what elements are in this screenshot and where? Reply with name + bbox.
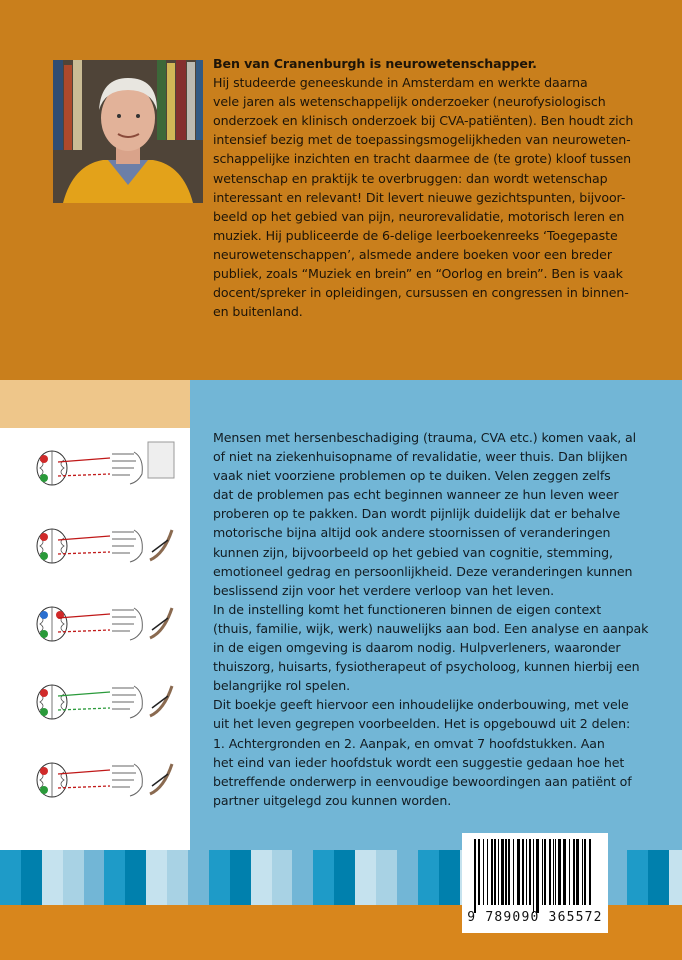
stripe bbox=[84, 850, 105, 905]
text-line: onderzoek en klinisch onderzoek bij CVA-patiënten). Ben houdt zich bbox=[213, 113, 634, 129]
brain-diagram bbox=[37, 763, 172, 797]
brain-diagram bbox=[37, 529, 172, 563]
stripe bbox=[42, 850, 63, 905]
stripe bbox=[627, 850, 648, 905]
stripe bbox=[606, 850, 627, 905]
text-line: publiek, zoals “Muziek en brein” en “Oorlog en brein”. Ben is vaak bbox=[213, 266, 623, 282]
stripe bbox=[376, 850, 397, 905]
stripe bbox=[63, 850, 84, 905]
barcode-bars bbox=[474, 839, 596, 913]
brain-diagram bbox=[37, 685, 172, 719]
brain-diagram bbox=[37, 442, 174, 485]
stripe bbox=[104, 850, 125, 905]
text-line: proberen op te pakken. Dan wordt pijnlijk duidelijk dat er behalve bbox=[213, 506, 621, 522]
stripe bbox=[313, 850, 334, 905]
book-description bbox=[213, 428, 678, 810]
author-photo bbox=[53, 60, 203, 203]
text-line: belangrijke rol spelen. bbox=[213, 678, 351, 694]
text-line: muziek. Hij publiceerde de 6-delige leerboekenreeks ‘Toegepaste bbox=[213, 227, 618, 243]
stripe bbox=[669, 850, 682, 905]
text-line: neurowetenschappen’, alsmede andere boeken voor een breder bbox=[213, 246, 612, 262]
text-line: wetenschap en praktijk te overbruggen: dan wordt wetenschap bbox=[213, 170, 608, 186]
stripe bbox=[334, 850, 355, 905]
stripe bbox=[418, 850, 439, 905]
text-line: uit het leven gegrepen voorbeelden. Het is opgebouwd uit 2 delen: bbox=[213, 716, 631, 732]
stripe bbox=[292, 850, 313, 905]
text-line: of niet na ziekenhuisopname of revalidatie, weer thuis. Dan blijken bbox=[213, 449, 628, 465]
brain-hand-illustrations bbox=[0, 428, 190, 850]
stripe bbox=[355, 850, 376, 905]
text-line: kunnen zijn, bijvoorbeeld op het gebied van cognitie, stemming, bbox=[213, 544, 613, 560]
text-line: Dit boekje geeft hiervoor een inhoudelijke onderbouwing, met vele bbox=[213, 697, 629, 713]
stripe bbox=[439, 850, 460, 905]
stripe bbox=[188, 850, 209, 905]
author-section bbox=[0, 0, 682, 380]
text-line: emotioneel gedrag en persoonlijkheid. Deze veranderingen kunnen bbox=[213, 563, 633, 579]
text-line: thuiszorg, huisarts, fysiotherapeut of psycholoog, kunnen hierbij een bbox=[213, 659, 640, 675]
author-bio bbox=[213, 54, 673, 321]
stripe bbox=[397, 850, 418, 905]
stripe bbox=[251, 850, 272, 905]
stripe bbox=[272, 850, 293, 905]
text-line: partner uitgelegd zou kunnen worden. bbox=[213, 792, 452, 808]
text-line: Hij studeerde geneeskunde in Amsterdam en werkte daarna bbox=[213, 75, 588, 91]
stripe bbox=[21, 850, 42, 905]
author-bio-heading: Ben van Cranenburgh is neurowetenschapper. bbox=[213, 56, 537, 71]
text-line: interessant en relevant! Dit levert nieuwe gezichtspunten, bijvoor- bbox=[213, 189, 626, 205]
text-line: motorische bijna altijd ook andere stoornissen of veranderingen bbox=[213, 525, 611, 541]
text-line: 1. Achtergronden en 2. Aanpak, en omvat 7 hoofdstukken. Aan bbox=[213, 735, 605, 751]
text-line: dat de problemen pas echt beginnen wanneer ze hun leven weer bbox=[213, 487, 619, 503]
stripe bbox=[146, 850, 167, 905]
text-line: (thuis, familie, wijk, werk) nauwelijks aan bod. Een analyse en aanpak bbox=[213, 620, 649, 636]
stripe bbox=[0, 850, 21, 905]
text-line: vaak niet voorziene problemen op te duiken. Velen zeggen zelfs bbox=[213, 468, 611, 484]
stripe bbox=[167, 850, 188, 905]
stripe bbox=[648, 850, 669, 905]
text-line: en buitenland. bbox=[213, 304, 303, 320]
text-line: beslissend zijn voor het verdere verloop van het leven. bbox=[213, 582, 555, 598]
text-line: Mensen met hersenbeschadiging (trauma, CVA etc.) komen vaak, al bbox=[213, 430, 637, 445]
text-line: het eind van ieder hoofdstuk wordt een suggestie gedaan hoe het bbox=[213, 754, 625, 770]
barcode bbox=[462, 833, 608, 933]
tan-block bbox=[0, 380, 190, 428]
text-line: in de eigen omgeving is daarom nodig. Hulpverleners, waaronder bbox=[213, 640, 621, 656]
text-line: docent/spreker in opleidingen, cursussen en congressen in binnen- bbox=[213, 285, 629, 301]
text-line: schappelijke inzichten en tracht daarmee de (te grote) kloof tussen bbox=[213, 151, 632, 167]
stripe bbox=[230, 850, 251, 905]
isbn-number: 9 789090 365572 bbox=[467, 910, 603, 925]
text-line: beeld op het gebied van pijn, neurorevalidatie, motorisch leren en bbox=[213, 208, 625, 224]
text-line: intensief bezig met de toepassingsmogelijkheden van neuroweten- bbox=[213, 132, 631, 148]
text-line: betreffende onderwerp in eenvoudige bewoordingen aan patiënt of bbox=[213, 773, 632, 789]
text-line: In de instelling komt het functioneren binnen de eigen context bbox=[213, 601, 602, 617]
stripe bbox=[209, 850, 230, 905]
brain-diagram bbox=[37, 607, 172, 641]
stripe bbox=[125, 850, 146, 905]
text-line: vele jaren als wetenschappelijk onderzoeker (neurofysiologisch bbox=[213, 94, 606, 110]
